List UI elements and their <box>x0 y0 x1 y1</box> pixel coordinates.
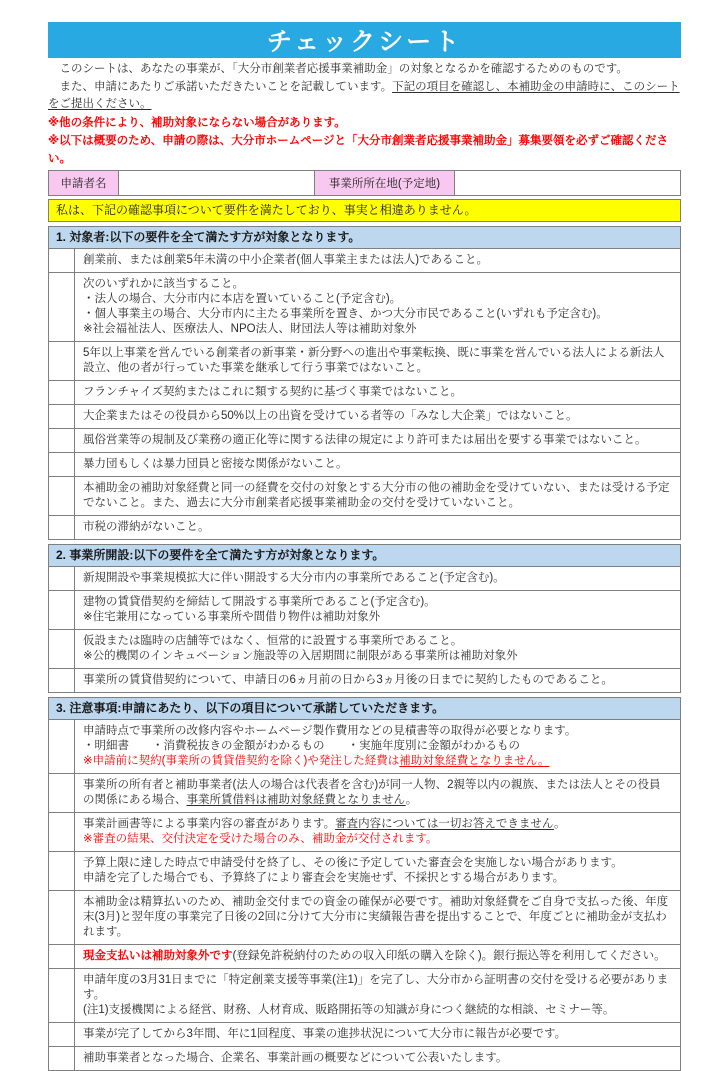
requirement-line: (注1)支援機関による経営、財務、人材育成、販路開拓等の知識が身につく継続的な相談、セミナー等。 <box>83 1003 615 1016</box>
sections-container <box>48 226 681 1071</box>
requirement-text <box>75 944 681 968</box>
section-1-table <box>48 248 681 540</box>
intro-paragraph-2: また、申請にあたりご承諾いただきたいことを記載しています。下記の項目を確認し、本補助金の申請時に、このシートをご提出ください。 <box>48 80 680 110</box>
applicant-form <box>48 170 681 196</box>
requirement-row <box>49 812 681 851</box>
section-1-header: 1. 対象者:以下の要件を全て満たす方が対象となります。 <box>48 226 681 249</box>
checkbox-cell[interactable] <box>49 515 75 539</box>
requirement-row <box>49 380 681 404</box>
requirement-text <box>75 515 681 539</box>
office-location-label: 事業所所在地(予定地) <box>315 170 455 195</box>
requirement-line: 現金支払いは補助対象外です(登録免許税納付のための収入印紙の購入を除く)。銀行振込等を利用してください。 <box>83 949 666 962</box>
requirement-text <box>75 890 681 944</box>
requirement-line: 風俗営業等の規制及び業務の適正化等に関する法律の規定により許可または届出を要する事業ではないこと。 <box>83 433 647 446</box>
requirement-line: 新規開設や事業規模拡大に伴い開設する大分市内の事業所であること(予定含む)。 <box>83 571 505 584</box>
requirement-text <box>75 272 681 341</box>
requirement-line: ※社会福祉法人、医療法人、NPO法人、財団法人等は補助対象外 <box>83 322 417 335</box>
section-3-table <box>48 719 681 1071</box>
checkbox-cell[interactable] <box>49 404 75 428</box>
requirement-row <box>49 719 681 773</box>
requirement-line: 予算上限に達した時点で申請受付を終了し、その後に予定していた審査会を実施しない場合があります。 <box>83 856 623 869</box>
section-3 <box>48 697 681 1071</box>
checkbox-cell[interactable] <box>49 590 75 629</box>
requirement-text <box>75 566 681 590</box>
requirement-line: 事業所の所有者と補助事業者(法人の場合は代表者を含む)が同一人物、2親等以内の親族、または法人とその役員の関係にある場合、事業所賃借料は補助対象経費となりません。 <box>83 778 661 806</box>
intro-text <box>48 61 681 114</box>
requirement-text <box>75 476 681 515</box>
requirement-row <box>49 590 681 629</box>
section-2-header: 2. 事業所開設:以下の要件を全て満たす方が対象となります。 <box>48 544 681 567</box>
checkbox-cell[interactable] <box>49 248 75 272</box>
requirement-text <box>75 404 681 428</box>
requirement-line: ※公的機関のインキュベーション施設等の入居期間に制限がある事業所は補助対象外 <box>83 649 518 662</box>
checkbox-cell[interactable] <box>49 476 75 515</box>
requirement-text <box>75 452 681 476</box>
intro-underlined-instruction: 下記の項目を確認し、本補助金の申請時に、このシートをご提出ください。 <box>48 80 680 110</box>
checkbox-cell[interactable] <box>49 890 75 944</box>
checkbox-cell[interactable] <box>49 719 75 773</box>
requirement-row <box>49 341 681 380</box>
applicant-name-label: 申請者名 <box>49 170 119 195</box>
requirement-row <box>49 428 681 452</box>
warning-line-2: ※以下は概要のため、申請の際は、大分市ホームページと「大分市創業者応援事業補助金」募集要領を必ずご確認ください。 <box>48 134 668 165</box>
checkbox-cell[interactable] <box>49 812 75 851</box>
requirement-row <box>49 248 681 272</box>
checkbox-cell[interactable] <box>49 428 75 452</box>
requirement-line: ・明細書 ・消費税抜きの金額がわかるもの ・実施年度別に金額がわかるもの <box>83 739 520 752</box>
intro-paragraph-1: このシートは、あなたの事業が、「大分市創業者応援事業補助金」の対象となるかを確認するためのものです。 <box>59 63 628 75</box>
requirement-line: 事業が完了してから3年間、年に1回程度、事業の進捗状況について大分市に報告が必要です。 <box>83 1027 567 1040</box>
requirement-line: 申請年度の3月31日までに「特定創業支援等事業(注1)」を完了し、大分市から証明書の交付を受ける必要があります。 <box>83 973 669 1001</box>
requirement-text <box>75 428 681 452</box>
requirement-row <box>49 1046 681 1070</box>
checkbox-cell[interactable] <box>49 1046 75 1070</box>
requirement-row <box>49 1022 681 1046</box>
requirement-line: 市税の滞納がないこと。 <box>83 520 210 533</box>
checkbox-cell[interactable] <box>49 629 75 668</box>
office-location-input[interactable] <box>455 170 681 195</box>
requirement-text <box>75 668 681 692</box>
requirement-line: 大企業またはその役員から50%以上の出資を受けている者等の「みなし大企業」ではないこと。 <box>83 409 578 422</box>
section-3-header: 3. 注意事項:申請にあたり、以下の項目について承諾していただきます。 <box>48 697 681 720</box>
requirement-row <box>49 272 681 341</box>
checkbox-cell[interactable] <box>49 1022 75 1046</box>
requirement-row <box>49 452 681 476</box>
requirement-text <box>75 851 681 890</box>
checkbox-cell[interactable] <box>49 452 75 476</box>
requirement-row <box>49 515 681 539</box>
checkbox-cell[interactable] <box>49 773 75 812</box>
requirement-line: 申請を完了した場合でも、予算終了により審査会を実施せず、不採択とする場合があります。 <box>83 871 565 884</box>
requirement-line: 5年以上事業を営んでいる創業者の新事業・新分野への進出や事業転換、既に事業を営んでいる法人による新法人設立、他の者が行っていた事業を継承して行う事業ではないこと。 <box>83 346 665 374</box>
requirement-text <box>75 1022 681 1046</box>
requirement-line: 建物の賃貸借契約を締結して開設する事業所であること(予定含む)。 <box>83 595 436 608</box>
page-title: チェックシート <box>266 28 463 56</box>
section-2 <box>48 544 681 693</box>
checkbox-cell[interactable] <box>49 380 75 404</box>
requirement-line: ・法人の場合、大分市内に本店を置いていること(予定含む)。 <box>83 292 402 305</box>
warning-notes <box>48 114 681 168</box>
warning-line-1: ※他の条件により、補助対象にならない場合があります。 <box>48 116 346 129</box>
requirement-row <box>49 890 681 944</box>
requirement-text <box>75 1046 681 1070</box>
requirement-line: 本補助金の補助対象経費と同一の経費を交付の対象とする大分市の他の補助金を受けていない、または受ける予定でないこと。また、過去に大分市創業者応援事業補助金の交付を受けていないこと。 <box>83 481 670 509</box>
checkbox-cell[interactable] <box>49 272 75 341</box>
requirement-line: ※審査の結果、交付決定を受けた場合のみ、補助金が交付されます。 <box>83 832 438 845</box>
requirement-text <box>75 590 681 629</box>
requirement-text <box>75 968 681 1022</box>
declaration-bar: 私は、下記の確認事項について要件を満たしており、事実と相違ありません。 <box>48 199 681 222</box>
requirement-row <box>49 476 681 515</box>
section-1 <box>48 226 681 540</box>
requirement-row <box>49 566 681 590</box>
requirement-text <box>75 773 681 812</box>
requirement-line: 事業計画書等による事業内容の審査があります。審査内容については一切お答えできません。 <box>83 817 566 830</box>
requirement-text <box>75 341 681 380</box>
requirement-text <box>75 248 681 272</box>
checkbox-cell[interactable] <box>49 968 75 1022</box>
requirement-row <box>49 629 681 668</box>
requirement-row <box>49 773 681 812</box>
requirement-text <box>75 380 681 404</box>
requirement-line: ※住宅兼用になっている事業所や間借り物件は補助対象外 <box>83 610 381 623</box>
requirement-line: 申請時点で事業所の改修内容やホームページ製作費用などの見積書等の取得が必要となります。 <box>83 724 577 737</box>
requirement-row <box>49 968 681 1022</box>
checkbox-cell[interactable] <box>49 341 75 380</box>
checkbox-cell[interactable] <box>49 668 75 692</box>
requirement-row <box>49 851 681 890</box>
requirement-line: 創業前、または創業5年未満の中小企業者(個人事業主または法人)であること。 <box>83 253 489 266</box>
requirement-row <box>49 668 681 692</box>
page-title-banner <box>48 22 681 58</box>
requirement-line: 次のいずれかに該当すること。 <box>83 277 244 290</box>
requirement-text <box>75 812 681 851</box>
requirement-row <box>49 944 681 968</box>
checksheet-page <box>48 22 681 1071</box>
requirement-line: 事業所の賃貸借契約について、申請日の6ヵ月前の日から3ヵ月後の日までに契約したものであること。 <box>83 673 613 686</box>
requirement-line: ・個人事業主の場合、大分市内に主たる事業所を置き、かつ大分市民であること(いずれも予定含む)。 <box>83 307 608 320</box>
requirement-row <box>49 404 681 428</box>
section-2-table <box>48 566 681 693</box>
requirement-line: 補助事業者となった場合、企業名、事業計画の概要などについて公表いたします。 <box>83 1051 508 1064</box>
requirement-line: 仮設または臨時の店舗等ではなく、恒常的に設置する事業所であること。 <box>83 634 463 647</box>
checkbox-cell[interactable] <box>49 566 75 590</box>
requirement-line: 本補助金は精算払いのため、補助金交付までの資金の確保が必要です。補助対象経費をご自身で支払った後、年度末(3月)と翌年度の事業完了日後の2回に分けて大分市に実績報告書を提出することで、年度ごとに補助金が支払われます。 <box>83 895 669 938</box>
checkbox-cell[interactable] <box>49 944 75 968</box>
requirement-line: ※申請前に契約(事業所の賃貸借契約を除く)や発注した経費は補助対象経費となりません。 <box>83 754 550 767</box>
requirement-text <box>75 719 681 773</box>
applicant-name-input[interactable] <box>119 170 315 195</box>
requirement-text <box>75 629 681 668</box>
requirement-line: フランチャイズ契約またはこれに類する契約に基づく事業ではないこと。 <box>83 385 463 398</box>
applicant-form-row <box>49 170 681 195</box>
requirement-line: 暴力団もしくは暴力団員と密接な関係がないこと。 <box>83 457 348 470</box>
checkbox-cell[interactable] <box>49 851 75 890</box>
